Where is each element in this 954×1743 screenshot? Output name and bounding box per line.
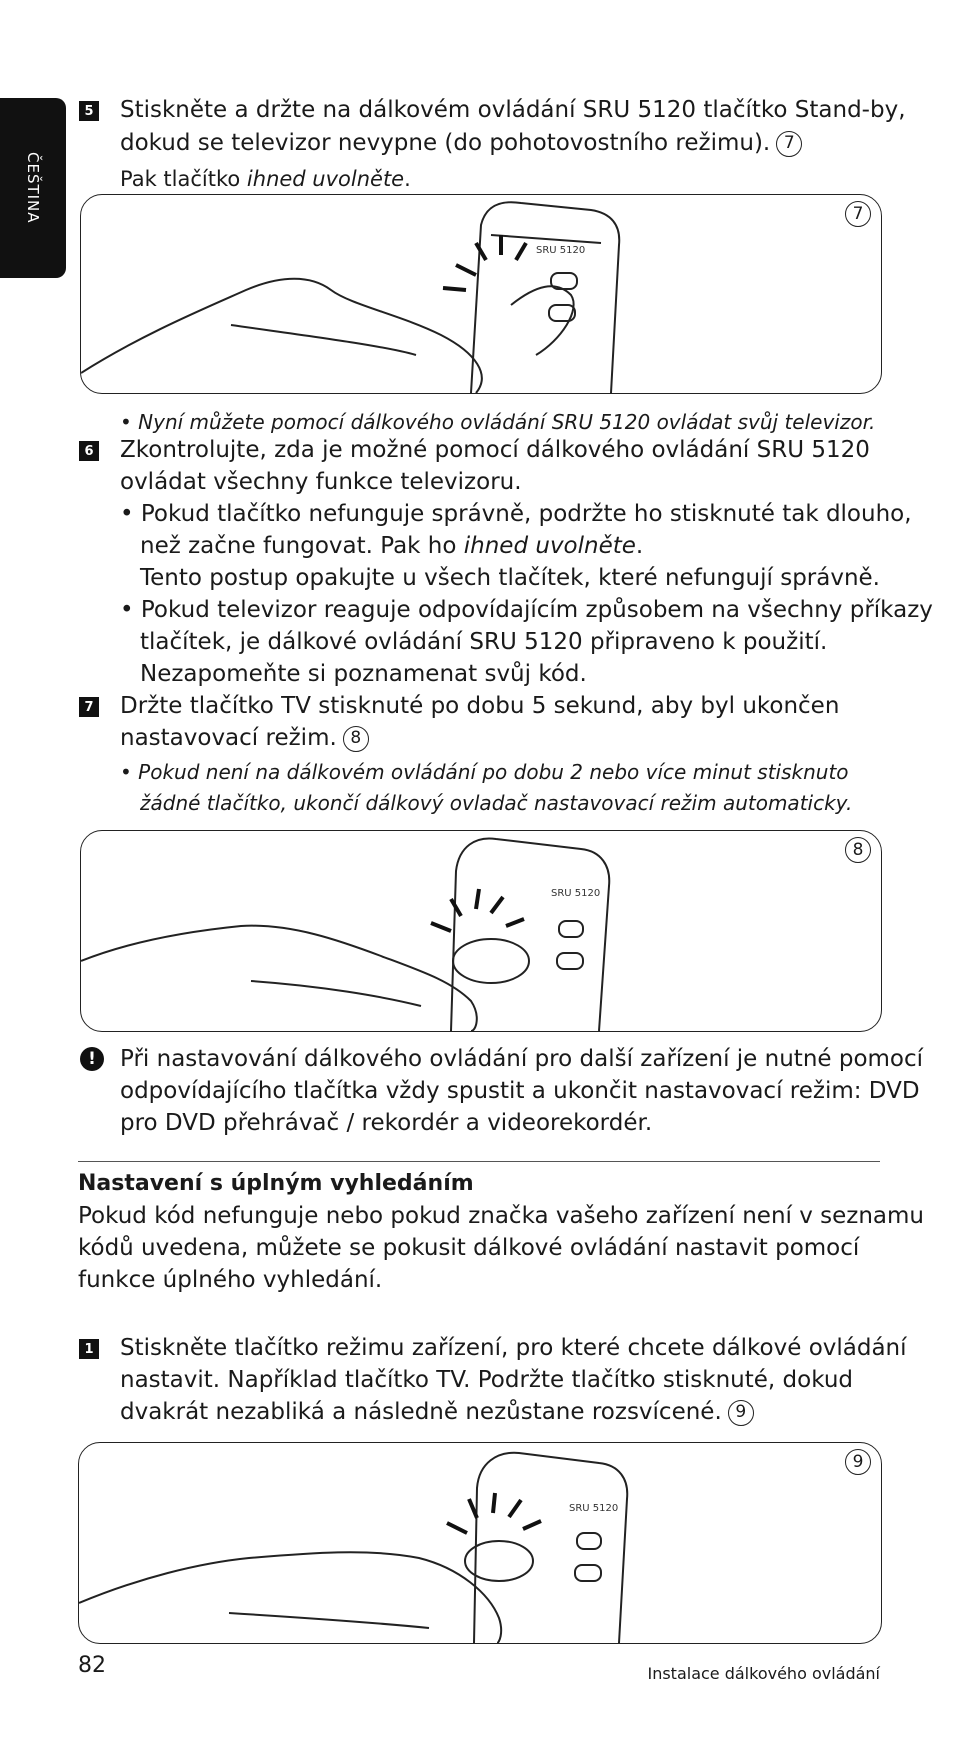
step1-line2: nastavit. Například tlačítko TV. Podržte tlačítko stisknuté, dokud — [120, 1367, 854, 1393]
step-number-1: 1 — [79, 1339, 99, 1359]
step7-line1: Držte tlačítko TV stisknuté po dobu 5 sekund, aby byl ukončen — [120, 693, 840, 719]
language-tab — [0, 98, 66, 278]
step6-b1-l2a: než začne fungovat. Pak ho — [140, 533, 464, 559]
remote-label-8: SRU 5120 — [551, 888, 601, 899]
warning-line2: odpovídajícího tlačítka vždy spustit a ukončit nastavovací režim: DVD — [120, 1078, 920, 1104]
warning-line3: pro DVD přehrávač / rekordér a videorekordér. — [120, 1110, 653, 1136]
illustration-8 — [80, 830, 882, 1032]
language-tab-label: ČEŠTINA — [24, 152, 42, 224]
step5-line2-text: dokud se televizor nevypne (do pohotovostního režimu). — [120, 130, 771, 156]
illustration-9 — [78, 1442, 882, 1644]
remote-label-9: SRU 5120 — [569, 1503, 619, 1514]
step6-bullet2-line2: tlačítek, je dálkové ovládání SRU 5120 připraveno k použití. — [140, 629, 828, 655]
figure-label-7: 7 — [845, 201, 871, 227]
step5-line3c: . — [404, 167, 411, 191]
figure-ref-9: 9 — [728, 1400, 754, 1426]
step-number-6: 6 — [79, 441, 99, 461]
figure-label-8: 8 — [845, 837, 871, 863]
step-number-5: 5 — [79, 101, 99, 121]
note-tv-control: • Nyní můžete pomocí dálkového ovládání SRU 5120 ovládat svůj televizor. — [120, 410, 876, 434]
step6-bullet1-line1: • Pokud tlačítko nefunguje správně, podržte ho stisknuté tak dlouho, — [120, 501, 912, 527]
remote-label-7: SRU 5120 — [536, 245, 586, 256]
warning-line1: Při nastavování dálkového ovládání pro další zařízení je nutné pomocí — [120, 1046, 924, 1072]
step6-b1-l2c: . — [635, 533, 644, 559]
section-divider — [78, 1161, 880, 1162]
footer-title: Instalace dálkového ovládání — [647, 1664, 880, 1683]
step1-line1: Stiskněte tlačítko režimu zařízení, pro které chcete dálkové ovládání — [120, 1335, 907, 1361]
remote-hand-illustration — [81, 195, 881, 393]
step5-line3a: Pak tlačítko — [120, 167, 247, 191]
section-heading: Nastavení s úplným vyhledáním — [78, 1171, 474, 1196]
step5-line1: Stiskněte a držte na dálkovém ovládání SRU 5120 tlačítko Stand-by, — [120, 97, 906, 123]
figure-ref-7: 7 — [776, 131, 802, 157]
step1-line3-text: dvakrát nezabliká a následně nezůstane rozsvícené. — [120, 1399, 722, 1425]
step6-bullet2-line1: • Pokud televizor reaguje odpovídajícím způsobem na všechny příkazy — [120, 597, 933, 623]
figure-ref-8: 8 — [343, 726, 369, 752]
warning-icon: ! — [80, 1047, 104, 1071]
step7-line2 — [120, 722, 369, 754]
step1-line3 — [120, 1396, 754, 1428]
step6-line1: Zkontrolujte, zda je možné pomocí dálkového ovládání SRU 5120 — [120, 437, 870, 463]
figure-label-9: 9 — [845, 1449, 871, 1475]
remote-hand-illustration — [81, 831, 881, 1031]
section-line3: funkce úplného vyhledání. — [78, 1267, 383, 1293]
section-line1: Pokud kód nefunguje nebo pokud značka vašeho zařízení není v seznamu — [78, 1203, 925, 1229]
section-line2: kódů uvedena, můžete se pokusit dálkové ovládání nastavit pomocí — [78, 1235, 860, 1261]
step5-line2 — [120, 127, 802, 159]
step6-line2: ovládat všechny funkce televizoru. — [120, 469, 522, 495]
step6-bullet1-line2 — [140, 530, 643, 562]
step7-note-line2: žádné tlačítko, ukončí dálkový ovladač nastavovací režim automaticky. — [140, 791, 853, 815]
page-number: 82 — [78, 1653, 106, 1678]
remote-hand-illustration — [79, 1443, 881, 1643]
illustration-7 — [80, 194, 882, 394]
step6-b1-l2b: ihned uvolněte — [463, 533, 636, 559]
step5-line3 — [120, 163, 411, 195]
step-number-7: 7 — [79, 697, 99, 717]
step7-line2-text: nastavovací režim. — [120, 725, 337, 751]
step6-bullet1-line3: Tento postup opakujte u všech tlačítek, které nefungují správně. — [140, 565, 880, 591]
step6-bullet2-line3: Nezapomeňte si poznamenat svůj kód. — [140, 661, 587, 687]
step7-note-line1: • Pokud není na dálkovém ovládání po dobu 2 nebo více minut stisknuto — [120, 760, 849, 784]
step5-line3b: ihned uvolněte — [246, 167, 405, 191]
